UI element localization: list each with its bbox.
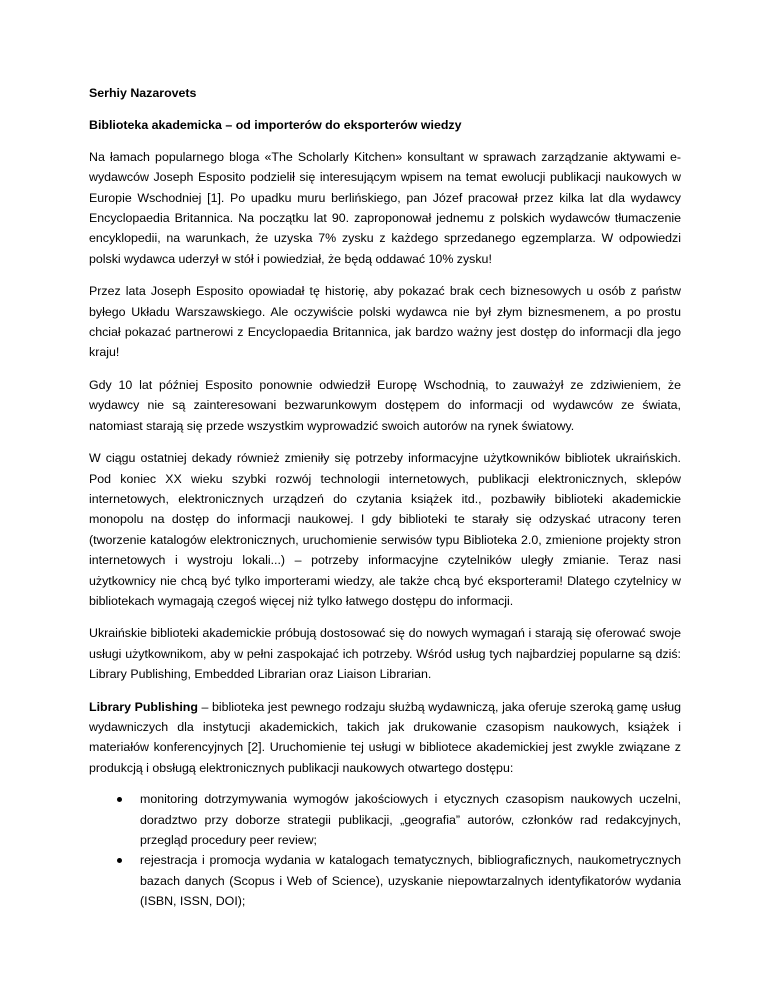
list-item-text: rejestracja i promocja wydania w katalogach tematycznych, bibliograficznych, naukometrycznych bazach danych (Scopus i Web of Science), uzyskanie niepowtarzalnych identyfikatorów wydania (ISBN, ISSN, DOI); xyxy=(140,853,681,909)
paragraph-3: Gdy 10 lat później Esposito ponownie odwiedził Europę Wschodnią, to zauważył ze zdziwieniem, że wydawcy nie są zainteresowani bezwarunkowym dostępem do informacji od wydawców ze świata, natomiast starają się przede wszystkim wyprowadzić swoich autorów na rynek światowy. xyxy=(89,377,681,433)
bullet-icon xyxy=(117,858,122,863)
list-item xyxy=(89,789,681,850)
list-item-text: monitoring dotrzymywania wymogów jakościowych i etycznych czasopism naukowych uczelni, doradztwo przy doborze strategii publikacji, „geografia” autorów, członków rad redakcyjnych, przegląd procedury peer review; xyxy=(140,792,681,847)
list-item xyxy=(89,850,681,911)
author-name: Serhiy Nazarovets xyxy=(89,86,197,100)
library-publishing-text: – biblioteka jest pewnego rodzaju służbą wydawniczą, jaka oferuje szeroką gamę usług wydawniczych dla instytucji akademickich, takich jak drukowanie czasopism naukowych, książek i materiałów konferencyjnych [2]. Uruchomienie tej usługi w bibliotece akademickiej jest zwykle związane z produkcją i obsługą elektronicznych publikacji naukowych otwartego dostępu: xyxy=(89,699,681,775)
paragraph-2: Przez lata Joseph Esposito opowiadał tę historię, aby pokazać brak cech biznesowych u osób z państw byłego Układu Warszawskiego. Ale oczywiście polski wydawca nie był złym biznesmenem, a po prostu chciał pokazać partnerowi z Encyclopaedia Britannica, jak bardzo ważny jest dostęp do informacji dla jego kraju! xyxy=(89,284,681,360)
paragraph-4: W ciągu ostatniej dekady również zmieniły się potrzeby informacyjne użytkowników bibliotek ukraińskich. Pod koniec XX wieku szybki rozwój technologii internetowych, publikacji elektronicznych, sklepów internetowych, elektronicznych urządzeń do czytania książek itd., pozbawiły biblioteki akademickie monopolu na dostęp do informacji naukowej. I gdy biblioteki te starały się odzyskać utracony teren (tworzenie katalogów elektronicznych, uruchomienie serwisów typu Biblioteka 2.0, zmienione projekty stron internetowych i wystroju lokali...) – potrzeby informacyjne czytelników uległy zmianie. Teraz nasi użytkownicy nie chcą być tylko importerami wiedzy, ale także chcą być eksporterami! Dlatego czytelnicy w bibliotekach wymagają czegoś więcej niż tylko łatwego dostępu do informacji. xyxy=(89,451,681,608)
library-publishing-paragraph xyxy=(89,697,681,779)
library-publishing-term: Library Publishing xyxy=(89,699,198,714)
paragraph-1: Na łamach popularnego bloga «The Scholarly Kitchen» konsultant w sprawach zarządzanie aktywami e-wydawców Joseph Esposito podzielił się interesującym wpisem na temat ewolucji publikacji naukowych w Europie Wschodniej [1]. Po upadku muru berlińskiego, pan Józef pracował przez kilka lat dla wydawcy Encyclopaedia Britannica. Na początku lat 90. zaproponował jednemu z polskich wydawców tłumaczenie encyklopedii, na warunkach, że uzyska 7% zysku z każdego sprzedanego egzemplarza. W odpowiedzi polski wydawca uderzył w stół i powiedział, że będą oddawać 10% zysku! xyxy=(89,149,681,266)
paragraph-5: Ukraińskie biblioteki akademickie próbują dostosować się do nowych wymagań i starają się oferować swoje usługi użytkownikom, aby w pełni zaspokajać ich potrzeby. Wśród usług tych najbardziej popularne są dziś: Library Publishing, Embedded Librarian oraz Liaison Librarian. xyxy=(89,626,681,682)
services-list xyxy=(89,789,681,911)
bullet-icon xyxy=(117,797,122,802)
article-title: Biblioteka akademicka – od importerów do eksporterów wiedzy xyxy=(89,118,462,133)
